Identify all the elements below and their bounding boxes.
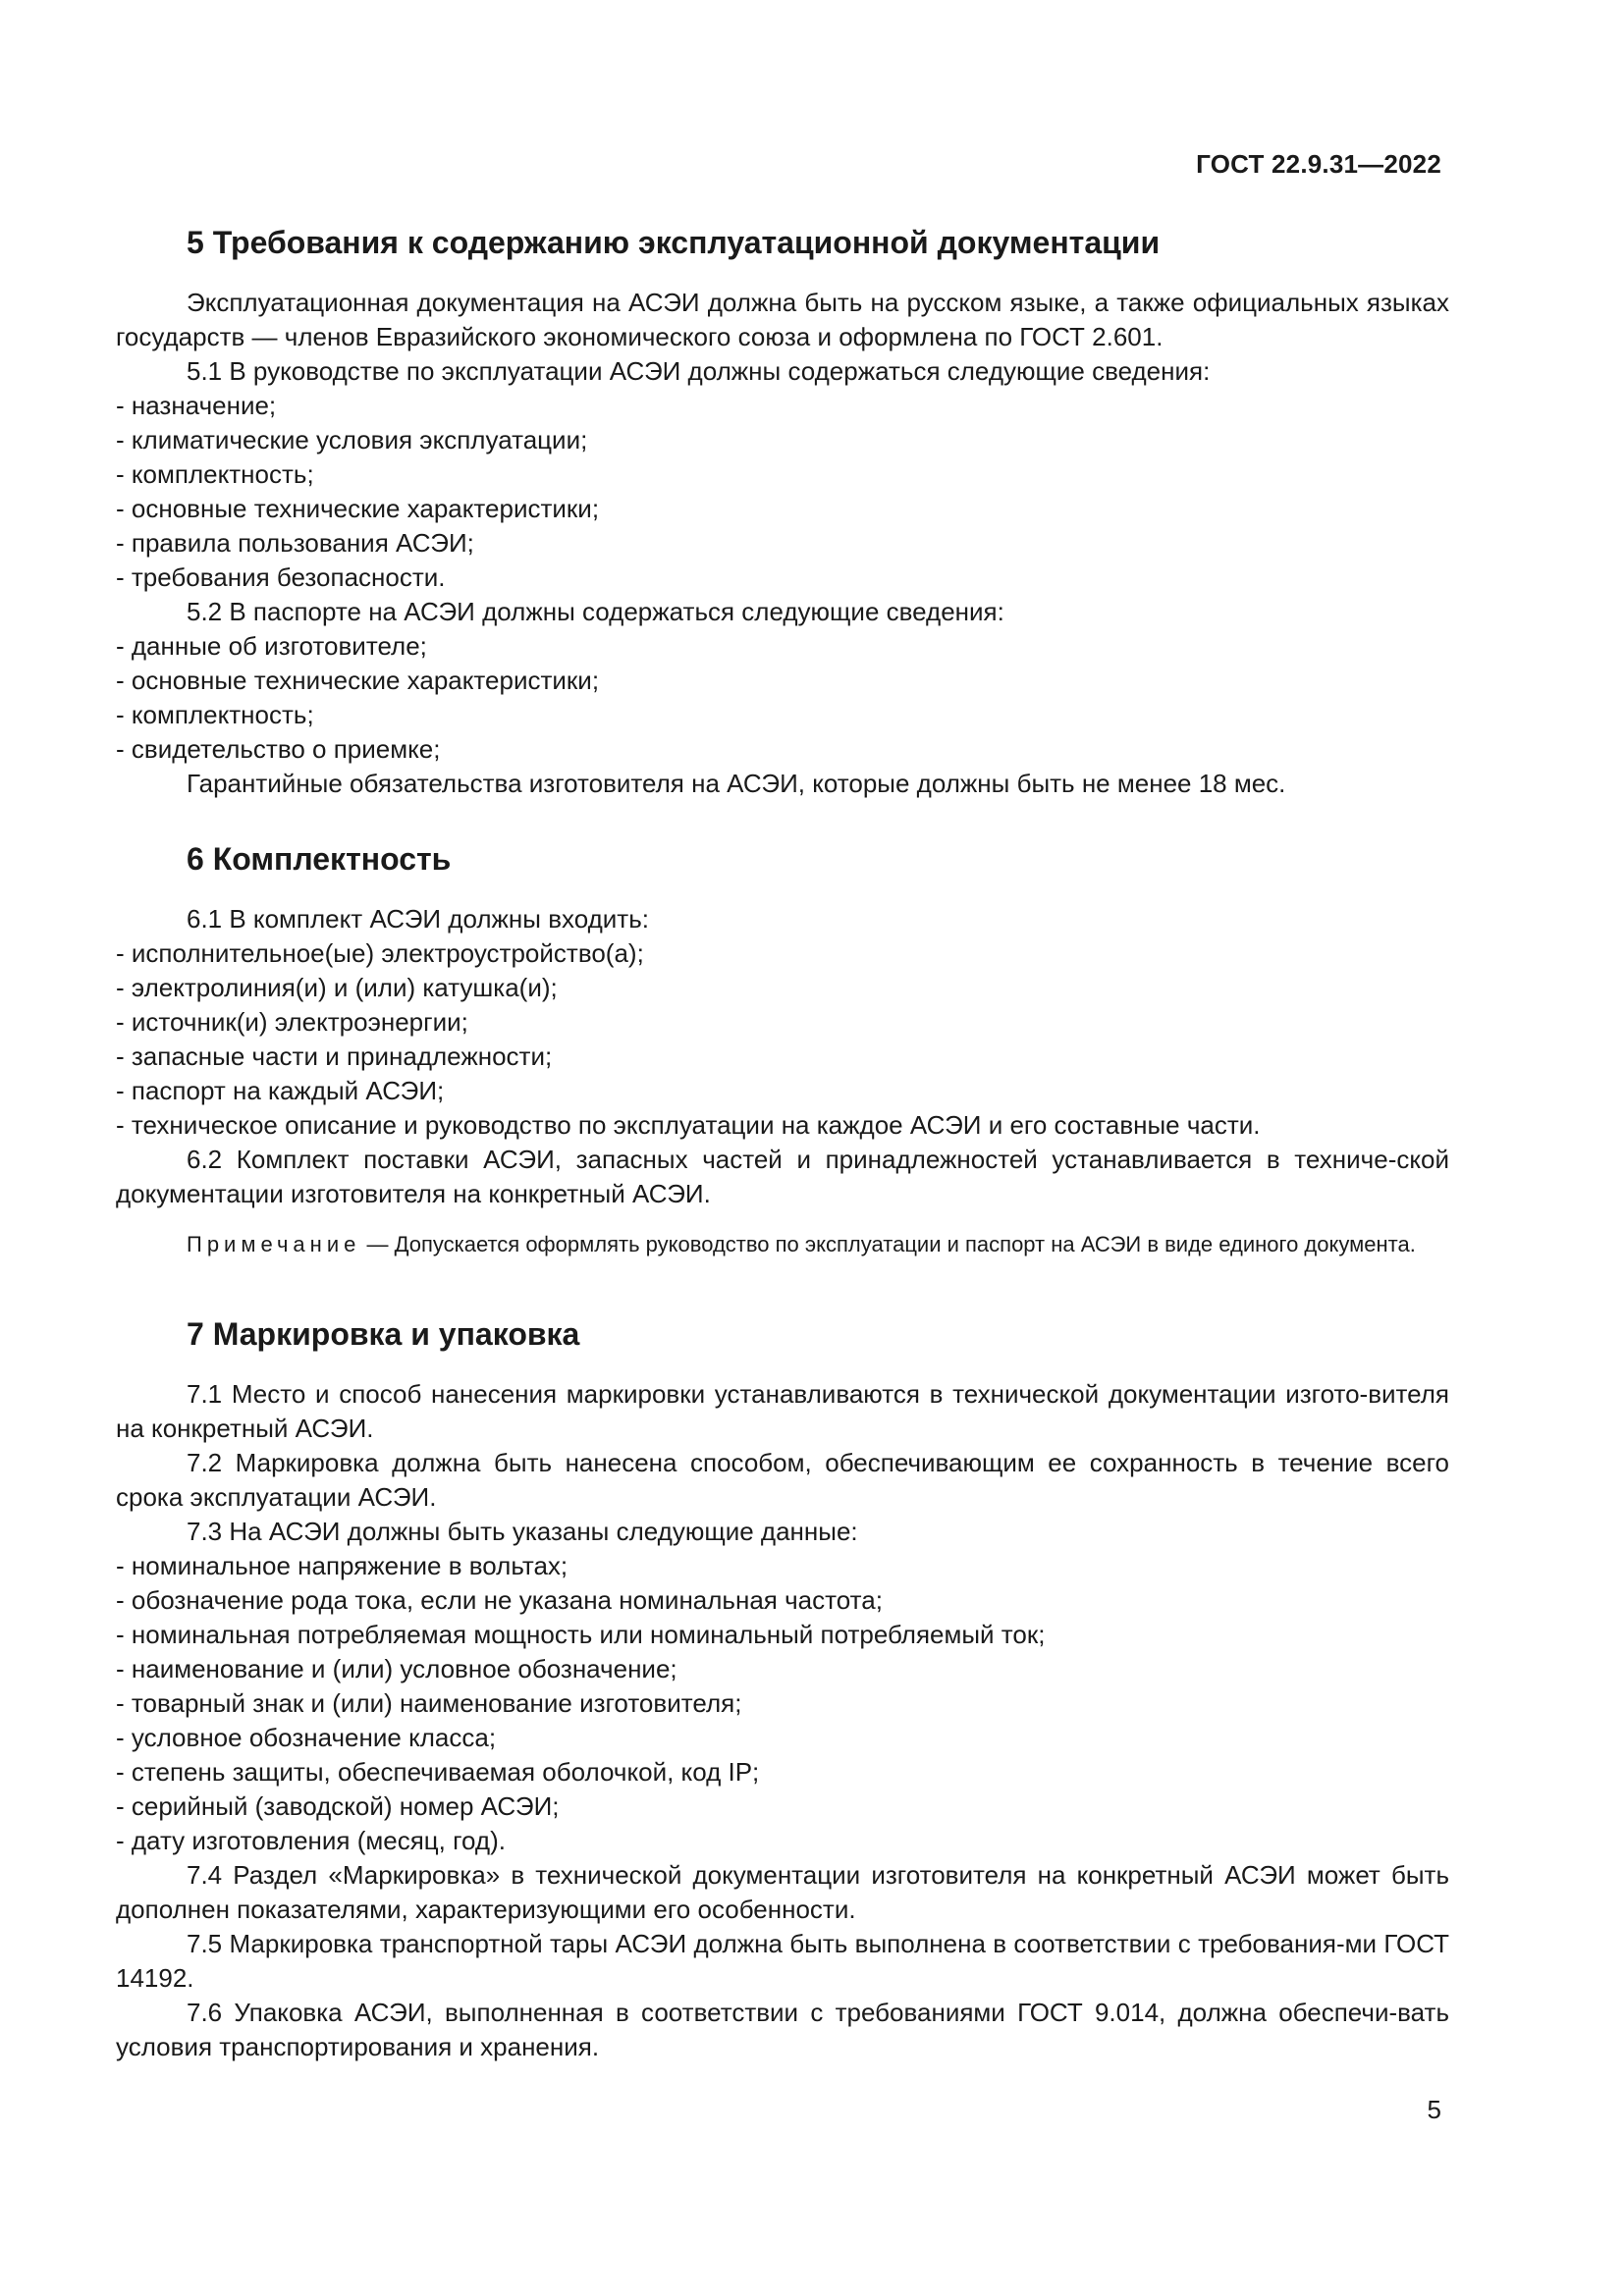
list-item: - техническое описание и руководство по эксплуатации на каждое АСЭИ и его составные части.	[116, 1110, 1261, 1140]
list-item: - климатические условия эксплуатации;	[116, 425, 588, 454]
paragraph-7-1: 7.1 Место и способ нанесения маркировки устанавливаются в технической документации изгото-вителя на конкретный АСЭИ.	[116, 1379, 1449, 1443]
list-item: - основные технические характеристики;	[116, 494, 600, 523]
list-item: - номинальное напряжение в вольтах;	[116, 1551, 568, 1580]
list-item: - серийный (заводской) номер АСЭИ;	[116, 1791, 560, 1821]
paragraph-7-2: 7.2 Маркировка должна быть нанесена способом, обеспечивающим ее сохранность в течение всего срока эксплуатации АСЭИ.	[116, 1448, 1449, 1512]
list-item: - паспорт на каждый АСЭИ;	[116, 1076, 445, 1105]
paragraph-7-5: 7.5 Маркировка транспортной тары АСЭИ должна быть выполнена в соответствии с требования-ми ГОСТ 14192.	[116, 1929, 1449, 1993]
paragraph-5-1: 5.1 В руководстве по эксплуатации АСЭИ должны содержаться следующие сведения:	[187, 356, 1211, 386]
section-5-title: 5 Требования к содержанию эксплуатационной документации	[187, 225, 1161, 260]
list-item: - требования безопасности.	[116, 562, 446, 592]
paragraph-6-2: 6.2 Комплект поставки АСЭИ, запасных частей и принадлежностей устанавливается в техниче-ской документации изготовителя на конкретный АСЭИ.	[116, 1145, 1449, 1208]
section-5-intro: Эксплуатационная документация на АСЭИ должна быть на русском языке, а также официальных языках государств — членов Евразийского экономического союза и оформлена по ГОСТ 2.601.	[116, 288, 1449, 351]
section-6	[116, 840, 1449, 1259]
list-item: - основные технические характеристики;	[116, 666, 600, 695]
list-item: - источник(и) электроэнергии;	[116, 1007, 468, 1037]
warranty-paragraph: Гарантийные обязательства изготовителя на АСЭИ, которые должны быть не менее 18 мес.	[187, 769, 1286, 798]
list-item: - запасные части и принадлежности;	[116, 1041, 553, 1071]
page-number: 5	[1427, 2095, 1441, 2124]
paragraph-7-4: 7.4 Раздел «Маркировка» в технической документации изготовителя на конкретный АСЭИ может быть дополнен показателями, характеризующими его особенности.	[116, 1860, 1449, 1924]
note-label: Примечание	[187, 1232, 361, 1256]
section-5	[116, 224, 1449, 801]
list-item: - данные об изготовителе;	[116, 631, 427, 661]
paragraph-7-6: 7.6 Упаковка АСЭИ, выполненная в соответствии с требованиями ГОСТ 9.014, должна обеспечи-вать условия транспортирования и хранения.	[116, 1998, 1449, 2061]
paragraph-5-2: 5.2 В паспорте на АСЭИ должны содержаться следующие сведения:	[187, 597, 1004, 626]
paragraph-7-3: 7.3 На АСЭИ должны быть указаны следующие данные:	[187, 1517, 858, 1546]
note-text: — Допускается оформлять руководство по эксплуатации и паспорт на АСЭИ в виде единого документа.	[360, 1232, 1416, 1256]
list-item: - исполнительное(ые) электроустройство(а);	[116, 938, 644, 968]
list-item: - товарный знак и (или) наименование изготовителя;	[116, 1688, 742, 1718]
section-7	[116, 1315, 1449, 2064]
section-6-title: 6 Комплектность	[187, 841, 452, 877]
list-item: - степень защиты, обеспечиваемая оболочкой, код IP;	[116, 1757, 760, 1787]
list-item: - условное обозначение класса;	[116, 1723, 497, 1752]
paragraph-6-1: 6.1 В комплект АСЭИ должны входить:	[187, 904, 649, 934]
list-item: - комплектность;	[116, 459, 314, 489]
list-item: - свидетельство о приемке;	[116, 734, 441, 764]
list-item: - наименование и (или) условное обозначение;	[116, 1654, 677, 1683]
list-item: - комплектность;	[116, 700, 314, 729]
list-item: - номинальная потребляемая мощность или номинальный потребляемый ток;	[116, 1620, 1046, 1649]
list-item: - назначение;	[116, 391, 277, 420]
list-item: - дату изготовления (месяц, год).	[116, 1826, 506, 1855]
document-header: ГОСТ 22.9.31—2022	[1196, 149, 1441, 179]
section-7-title: 7 Маркировка и упаковка	[187, 1316, 580, 1352]
list-item: - обозначение рода тока, если не указана номинальная частота;	[116, 1585, 883, 1615]
list-item: - правила пользования АСЭИ;	[116, 528, 474, 558]
note	[116, 1229, 1449, 1259]
list-item: - электролиния(и) и (или) катушка(и);	[116, 973, 558, 1002]
